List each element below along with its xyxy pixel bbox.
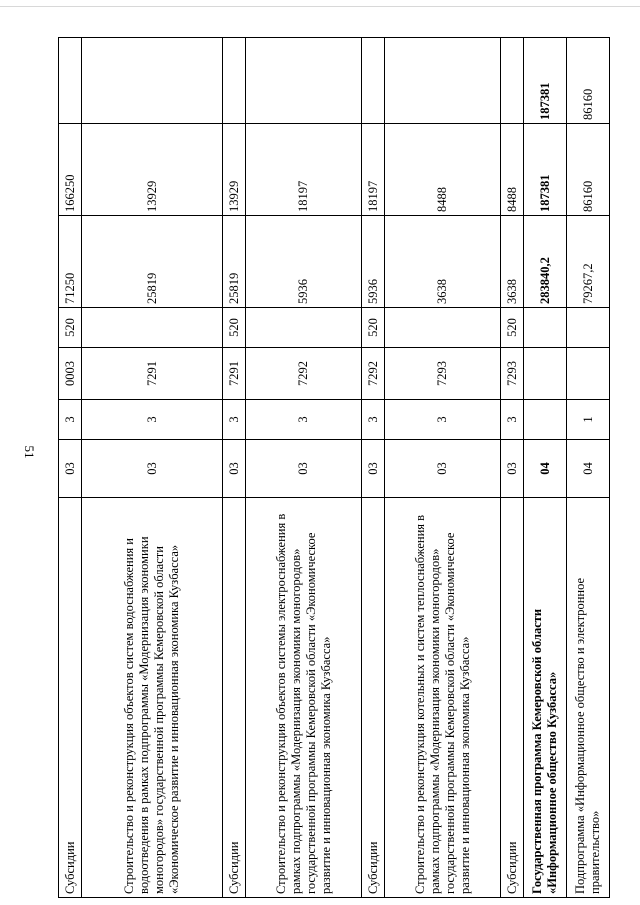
amount-year-1: 3638 [501,216,524,308]
program-code: 04 [524,440,567,498]
amount-year-3 [362,38,385,124]
amount-year-1: 3638 [385,216,501,308]
amount-year-1: 79267,2 [567,216,610,308]
subprogram-code: 3 [223,400,246,440]
direction-code: 7292 [362,348,385,400]
row-name: Государственная программа Кемеровской области «Информационное общество Кузбасса» [524,498,567,898]
program-code: 03 [223,440,246,498]
table-row [246,38,362,898]
expense-type-code: 520 [223,308,246,348]
amount-year-1: 283840,2 [524,216,567,308]
scan-edge-line [0,6,640,7]
table-row [524,38,567,898]
expense-type-code [524,308,567,348]
row-name: Строительство и реконструкция объектов систем водоснабжения и водоотведения в рамках подпрограммы «Модернизация экономики моногородов» государственной программы Кемеровской области «Экономическое развитие и инновационная экономика Кузбасса» [82,498,223,898]
amount-year-3: 86160 [567,38,610,124]
amount-year-3 [59,38,82,124]
table-body [59,38,610,898]
rotated-table-content [58,38,618,898]
row-name: Подпрограмма «Информационное общество и электронное правительство» [567,498,610,898]
amount-year-2: 187381 [524,124,567,216]
expense-type-code [385,308,501,348]
expense-type-code: 520 [59,308,82,348]
amount-year-1: 25819 [82,216,223,308]
amount-year-3 [246,38,362,124]
amount-year-1: 5936 [246,216,362,308]
program-code: 03 [385,440,501,498]
amount-year-2: 13929 [223,124,246,216]
amount-year-2: 18197 [246,124,362,216]
budget-table [58,37,610,898]
row-name: Субсидии [362,498,385,898]
program-code: 03 [246,440,362,498]
page-number: 51 [22,445,37,459]
amount-year-2: 8488 [501,124,524,216]
direction-code: 7291 [223,348,246,400]
expense-type-code [82,308,223,348]
amount-year-3 [82,38,223,124]
rotated-table-frame [58,38,618,898]
table-row [82,38,223,898]
table-row [362,38,385,898]
amount-year-3 [501,38,524,124]
table-row [223,38,246,898]
program-code: 03 [82,440,223,498]
row-name: Субсидии [501,498,524,898]
amount-year-2: 18197 [362,124,385,216]
amount-year-3: 187381 [524,38,567,124]
amount-year-1: 5936 [362,216,385,308]
expense-type-code [246,308,362,348]
table-row [567,38,610,898]
program-code: 03 [59,440,82,498]
amount-year-2: 86160 [567,124,610,216]
row-name: Строительство и реконструкция котельных и систем теплоснабжения в рамках подпрограммы «Модернизация экономики моногородов» государственной программы Кемеровской области «Экономическое развитие и инновационная экономика Кузбасса» [385,498,501,898]
program-code: 03 [362,440,385,498]
subprogram-code: 3 [246,400,362,440]
expense-type-code: 520 [501,308,524,348]
table-row [59,38,82,898]
direction-code: 7293 [385,348,501,400]
subprogram-code: 3 [501,400,524,440]
amount-year-2: 13929 [82,124,223,216]
subprogram-code: 1 [567,400,610,440]
direction-code: 0003 [59,348,82,400]
expense-type-code [567,308,610,348]
subprogram-code [524,400,567,440]
direction-code: 7291 [82,348,223,400]
row-name: Строительство и реконструкция объектов системы электроснабжения в рамках подпрограммы «Модернизация экономики моногородов» государственной программы Кемеровской области «Экономическое развитие и инновационная экономика Кузбасса» [246,498,362,898]
row-name: Субсидии [223,498,246,898]
amount-year-1: 25819 [223,216,246,308]
amount-year-2: 8488 [385,124,501,216]
direction-code [567,348,610,400]
amount-year-3 [223,38,246,124]
amount-year-3 [385,38,501,124]
program-code: 03 [501,440,524,498]
table-row [501,38,524,898]
expense-type-code: 520 [362,308,385,348]
program-code: 04 [567,440,610,498]
direction-code [524,348,567,400]
subprogram-code: 3 [82,400,223,440]
amount-year-1: 71250 [59,216,82,308]
amount-year-2: 166250 [59,124,82,216]
direction-code: 7293 [501,348,524,400]
table-row [385,38,501,898]
subprogram-code: 3 [385,400,501,440]
direction-code: 7292 [246,348,362,400]
subprogram-code: 3 [59,400,82,440]
row-name: Субсидии [59,498,82,898]
subprogram-code: 3 [362,400,385,440]
